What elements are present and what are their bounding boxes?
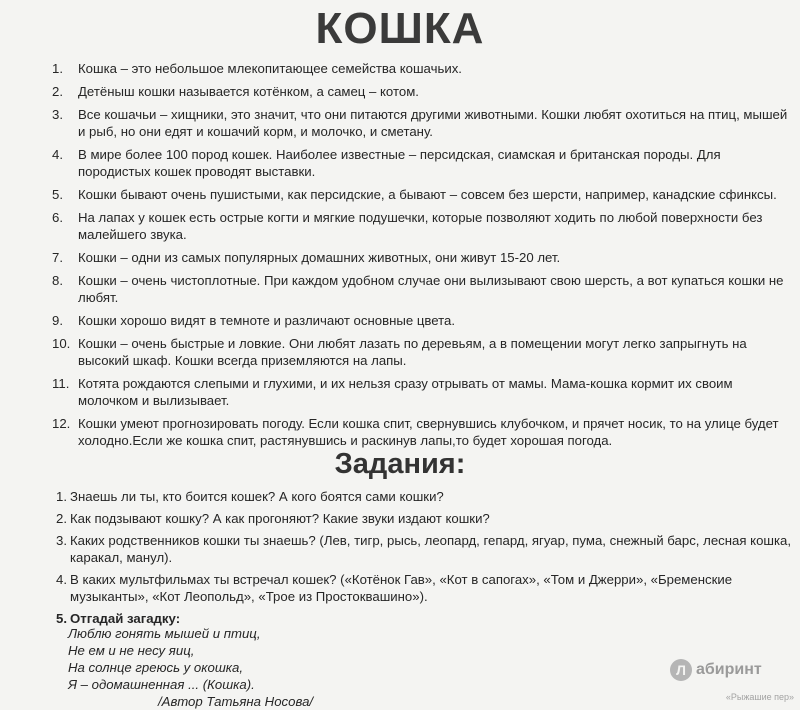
item-number: 1. [56, 489, 67, 504]
item-text: Отгадай загадку: [70, 611, 181, 626]
list-item [56, 532, 792, 566]
item-text: Знаешь ли ты, кто боится кошек? А кого боятся сами кошки? [70, 489, 444, 504]
item-text: Кошки – очень чистоплотные. При каждом удобном случае они вылизывают свою шерсть, а вот купаться кошки не любят. [78, 273, 784, 305]
item-text: Котята рождаются слепыми и глухими, и их нельзя сразу отрывать от мамы. Мама-кошка кормит их своим молочком и вылизывает. [78, 376, 733, 408]
item-text: Кошки хорошо видят в темноте и различают основные цвета. [78, 313, 456, 328]
item-text: В каких мультфильмах ты встречал кошек? («Котёнок Гав», «Кот в сапогах», «Том и Джерри», «Бременские музыканты», «Кот Леопольд», «Трое из Простоквашино»). [70, 572, 733, 604]
list-item [52, 249, 792, 266]
list-item [56, 488, 792, 505]
list-item [52, 335, 792, 369]
list-item [56, 571, 792, 605]
corner-caption: «Рыжашие пер» [725, 692, 794, 702]
item-number: 4. [56, 572, 67, 587]
tasks-list [56, 488, 792, 627]
item-text: Кошка – это небольшое млекопитающее семейства кошачьих. [78, 61, 462, 76]
page-title: КОШКА [315, 4, 485, 53]
labyrinth-logo-icon: Л [670, 659, 692, 681]
item-number: 1. [52, 61, 63, 76]
watermark-text: абиринт [696, 661, 762, 678]
list-item [52, 375, 792, 409]
item-text: Детёныш кошки называется котёнком, а самец – котом. [78, 84, 419, 99]
list-item [52, 415, 792, 449]
item-number: 5. [56, 611, 67, 626]
list-item [52, 209, 792, 243]
poem-author: /Автор Татьяна Носова/ [158, 694, 314, 709]
item-number: 9. [52, 313, 63, 328]
list-item [52, 186, 792, 203]
list-item [52, 83, 792, 100]
list-item [52, 312, 792, 329]
item-text: Все кошачьи – хищники, это значит, что они питаются другими животными. Кошки любят охотиться на птиц, мышей и рыб, но они едят и кошачий корм, и молочко, и сметану. [78, 107, 788, 139]
list-item [52, 60, 792, 77]
item-number: 11. [52, 376, 70, 391]
list-item [56, 510, 792, 527]
poem-line: Я – одомашненная ... (Кошка). [68, 677, 255, 692]
item-text: На лапах у кошек есть острые когти и мягкие подушечки, которые позволяют ходить по любой поверхности без малейшего звука. [78, 210, 763, 242]
item-number: 3. [52, 107, 63, 122]
item-text: Каких родственников кошки ты знаешь? (Лев, тигр, рысь, леопард, гепард, ягуар, пума, снежный барс, лесная кошка, каракал, манул). [70, 533, 792, 565]
list-item [52, 106, 792, 140]
facts-list [52, 60, 792, 449]
item-number: 2. [52, 84, 63, 99]
poem-line: Не ем и не несу яиц, [68, 643, 195, 658]
riddle-poem [68, 625, 313, 710]
item-text: Кошки умеют прогнозировать погоду. Если кошка спит, свернувшись клубочком, и прячет носик, то на улице будет холодно.Если же кошка спит, растянувшись и раскинув лапы,то будет хорошая погода. [78, 416, 779, 448]
item-text: В мире более 100 пород кошек. Наиболее известные – персидская, сиамская и британская породы. Для породистых кошек проводят выставки. [78, 147, 721, 179]
item-number: 12. [52, 416, 71, 431]
poem-line: Люблю гонять мышей и птиц, [68, 626, 261, 641]
item-text: Кошки – очень быстрые и ловкие. Они любят лазать по деревьям, а в помещении могут легко запрыгнуть на высокий шкаф. Кошки всегда приземляются на лапы. [78, 336, 747, 368]
item-number: 7. [52, 250, 63, 265]
item-number: 4. [52, 147, 63, 162]
item-number: 6. [52, 210, 63, 225]
list-item [52, 146, 792, 180]
watermark [670, 650, 790, 690]
item-text: Кошки – одни из самых популярных домашних животных, они живут 15-20 лет. [78, 250, 561, 265]
item-number: 5. [52, 187, 63, 202]
poem-line: На солнце греюсь у окошка, [68, 660, 243, 675]
item-number: 3. [56, 533, 67, 548]
item-number: 2. [56, 511, 67, 526]
item-number: 10. [52, 336, 71, 351]
item-number: 8. [52, 273, 63, 288]
tasks-heading: Задания: [334, 448, 466, 480]
item-text: Как подзывают кошку? А как прогоняют? Какие звуки издают кошки? [70, 511, 490, 526]
item-text: Кошки бывают очень пушистыми, как персидские, а бывают – совсем без шерсти, например, канадские сфинксы. [78, 187, 777, 202]
list-item [52, 272, 792, 306]
